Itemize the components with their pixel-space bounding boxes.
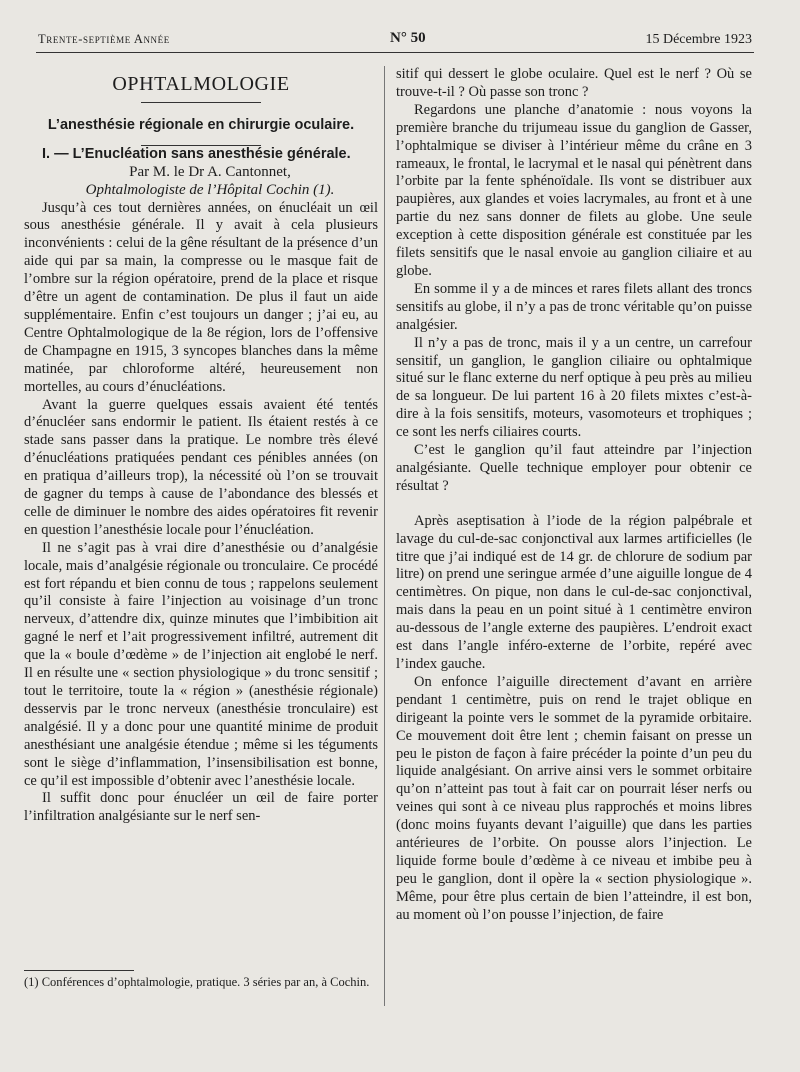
paragraph: Avant la guerre quelques essais avaient été tentés d’énucléer sans endormir le patient. Ils étaient restés à ce stade sans passer dans la pratique. Le nombre très élevé d’énucléations pratiquées pendant ces pénibles années (on en pratiqua d’ailleurs trop), la nécessité où l’on se trouvait de gagner du temps à cause de l’abondance des blessés et celle de diminuer le nombre des aides opératoires fit revenir en question l’anesthésie locale pour l’énucléation. (24, 396, 378, 538)
right-column (396, 66, 752, 925)
paragraph: Jusqu’à ces tout dernières années, on énucléait un œil sous anesthésie générale. Il y avait à cela plusieurs inconvénients : celui de la gêne résultant de la présence d’un aide qui par sa main, la compresse ou le masque fait de l’ombre sur la région opératoire, prend de la place et risque d’être un agent de contamination. De plus il faut un aide supplémentaire. Enfin c’est toujours un danger ; j’ai eu, au Centre Ophtalmologique de la 8e région, lors de l’offensive de Champagne en 1915, 3 syncopes blanches dans la même matinée, par chloroforme altéré, heureusement non mortelles, au cours d’énucléations. (24, 199, 378, 395)
issue-number: N° 50 (390, 30, 426, 46)
paragraph: C’est le ganglion qu’il faut atteindre par l’injection analgésiante. Quelle technique employer pour obtenir ce résultat ? (396, 442, 752, 494)
footnote-divider (24, 970, 134, 971)
header-divider (36, 52, 754, 53)
article-subtitle: L’anesthésie régionale en chirurgie oculaire. (47, 116, 355, 133)
paragraph: Il suffit donc pour énucléer un œil de faire porter l’infiltration analgésiante sur le nerf sen- (24, 790, 378, 825)
volume-year: Trente-septième Année (38, 32, 170, 46)
paragraph: Regardons une planche d’anatomie : nous voyons la première branche du trijumeau issue du ganglion de Gasser, l’ophtalmique se diviser à l’intérieur même du crâne en 3 rameaux, le frontal, le lacrymal et le nasal qui pénètrent dans l’orbite par la fente sphénoïdale. Ils vont se distribuer aux paupières, aux glandes et voies lacrymales, au front et à une partie du nez sans donner de filets au globe. Une seule exception à cette disposition générale est constituée par les filets sensitifs que le nasal envoie au ganglion ciliaire et au globe. (396, 101, 752, 279)
paragraph: Après aseptisation à l’iode de la région palpébrale et lavage du cul-de-sac conjonctival aux larmes artificielles (le titre que j’ai indiqué est de 14 gr. de chlorure de sodium par litre) on prend une seringue armée d’une aiguille longue de 4 centimètres. On pique, non dans le cul-de-sac conjonctival, mais dans la peau en un point situé à 1 centimètre environ au-dessous de l’angle externe des paupières. L’endroit exact est dans l’angle inféro-externe de l’orbite, repéré avec l’index gauche. (396, 512, 752, 672)
page-header (38, 30, 752, 50)
title-divider (141, 102, 261, 103)
section-title: OPHTALMOLOGIE (112, 73, 290, 95)
left-column (24, 66, 378, 826)
part-title: I. — L’Enucléation sans anesthésie générale. (42, 145, 351, 162)
column-divider (384, 66, 385, 1006)
section-gap (396, 496, 752, 513)
paragraph: On enfonce l’aiguille directement d’avant en arrière pendant 1 centimètre, puis on rend le trajet oblique en dirigeant la pointe vers le sommet de la pyramide orbitaire. Ce mouvement doit être lent ; chemin faisant on presse un peu le piston de façon à faire précéder la pointe d’un peu du liquide analgésiant. On arrive ainsi vers le sommet orbitaire qu’on n’atteint pas tout à fait car on pourrait léser nerfs ou veines qui sont à ce niveau plus rapprochés et moins libres (donc moins fuyants devant l’aiguille) que dans les parties antérieures de l’orbite. On pousse alors l’injection. Le liquide forme boule d’œdème à ce niveau et imbibe peu à peu le ganglion, dont il opère la « section physiologique ». Même, pour être plus certain de bien l’atteindre, il est bon, au moment où l’on pousse l’injection, de faire (396, 673, 752, 923)
issue-date: 15 Décembre 1923 (645, 32, 752, 47)
paragraph: Il n’y a pas de tronc, mais il y a un centre, un carrefour sensitif, un ganglion, le ganglion ciliaire ou ophtalmique situé sur le flanc externe du nerf optique à peu près au milieu de sa longueur. De lui partent 16 à 20 filets mixtes c’est-à-dire à la fois sensitifs, moteurs, vasomoteurs et trophiques ; ce sont les nerfs ciliaires courts. (396, 334, 752, 441)
author-line: Par M. le Dr A. Cantonnet, (129, 163, 291, 180)
author-affiliation: Ophtalmologiste de l’Hôpital Cochin (1). (85, 181, 335, 198)
paragraph: sitif qui dessert le globe oculaire. Quel est le nerf ? Où se trouve-t-il ? Où passe son tronc ? (396, 66, 752, 100)
paragraph: En somme il y a de minces et rares filets allant des troncs sensitifs au globe, il n’y a pas de tronc véritable qu’on puisse analgésier. (396, 280, 752, 333)
footnote: (1) Conférences d’ophtalmologie, pratique. 3 séries par an, à Cochin. (24, 975, 370, 989)
paragraph: Il ne s’agit pas à vrai dire d’anesthésie ou d’analgésie locale, mais d’analgésie régionale ou tronculaire. Ce procédé est fort répandu et bien connu de tous ; rappelons seulement qu’il consiste à faire l’injection au voisinage d’un tronc nerveux, d’attendre dix, quinze minutes que l’imbibition ait gagné le nerf et l’ait progressivement infiltré, autrement dit que la « boule d’œdème » de l’injection ait englobé le nerf. Il en résulte une « section physiologique » du tronc sensitif ; tout le territoire, toute la « région » (anesthésie régionale) desservis par le tronc nerveux (anesthésie tronculaire) est analgésié. Il y a donc pour une quantité minime de produit anesthésiant une analgésie étendue ; même si les téguments sont le siège d’inflammation, l’insensibilisation est bonne, ce qu’il est impossible d’obtenir avec l’anesthésie locale. (24, 539, 378, 789)
